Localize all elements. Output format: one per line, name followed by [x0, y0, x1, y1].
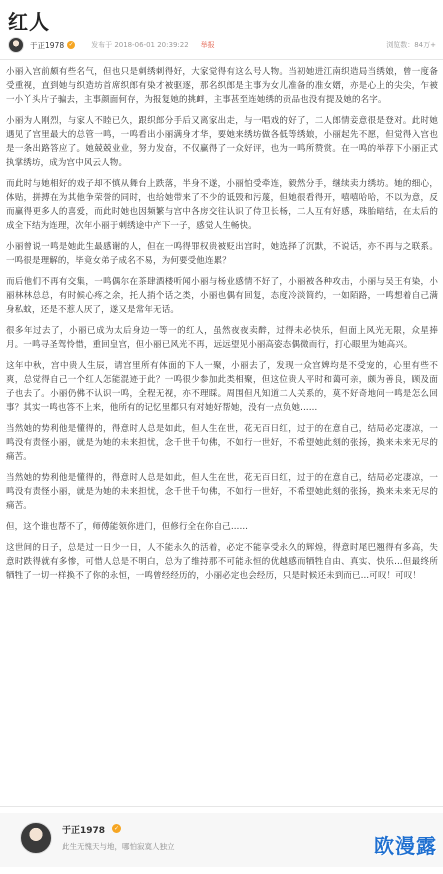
paragraph: 这世间的日子，总是过一日少一日，人不能永久的活着，必定不能享受永久的辉煌，得意时尾巴翘得有多高，失意时跌得就有多惨，可惜人总是不明白，总为了维持那不可能永恒的优越感而牺牲自由、真实、快乐…但最终所牺牲了一切一样换不了你的永恒，一鸣曾经经历的，小丽必定也会经历，只是时候还未到而已…可叹！可叹！ — [6, 543, 438, 581]
article-title: 红人 — [8, 10, 50, 34]
paragraph: 而此时与她相好的戏子却不慎从舞台上跌落，半身不遂，小丽怕受牵连，毅然分手，继续卖力绣坊。她的细心，体贴，拼搏在为其他争荣誉的同时，也给她带来了不少的诋毁和污蔑，但她很看得开，嘻嘻哈哈，不以为意，反而赢得更多人的喜爱，而此时她也因频繁与宫中各房交往认识了侍卫长杨，二人互有好感，珠胎暗结，在太后的成全下结为连理，次年小丽于刺绣途中产下一子，感觉人生畅快。 — [6, 179, 438, 231]
author-avatar[interactable] — [8, 37, 24, 53]
footer-divider — [0, 806, 443, 807]
report-link[interactable]: 举报 — [200, 41, 215, 49]
paragraph: 很多年过去了，小丽已成为太后身边一等一的红人，虽然夜夜卖醉，过得未必快乐，但面上风光无限，众星捧月。一鸣寻圣驾怜惜，重回皇宫，但小丽已风光不再，远远望见小丽高姿态偶微而行，打心眼里为她高兴。 — [6, 326, 438, 350]
author-card-avatar[interactable] — [20, 822, 52, 854]
paragraph: 小丽曾说一鸣是她此生最感谢的人，但在一鸣得罪权贵被贬出宫时，她选择了沉默，不说话，亦不再与之联系。一鸣很是理解的，毕竟女弟子成名不易，为何要受他连累？ — [6, 242, 438, 266]
paragraph: 当然她的势利他是懂得的，得意时人总是如此，但人生在世，花无百日红，过于的在意自己，结局必定凄凉，一鸣没有责怪小丽，就是为她的未来担忧，念千世千句佛，不如行一世好，不希望她此刻的张扬，换来未来无尽的痛苦。 — [6, 473, 438, 511]
paragraph: 而后他们不再有交集，一鸣偶尔在茶肆酒楼听闻小丽与杨业感情不好了，小丽被各种攻击，小丽与吴王有染，小丽林林总总，有时候心疼之余，托人捎个话之类，小丽也偶有回复，态度冷淡简约，一如陌路，一鸣想着自己满身私蚊，还是不惹人厌了，遂又是常年无话。 — [6, 277, 438, 315]
article-meta — [8, 36, 436, 54]
site-watermark: 欧漫露 — [374, 834, 437, 858]
header-divider — [0, 59, 443, 60]
author-card-name[interactable]: 于正1978 — [62, 826, 106, 836]
author-card-bio: 此生无愧天与地，哪怕寂寞人独立 — [62, 842, 175, 851]
view-count: 浏览数：84万+ — [386, 41, 436, 49]
verified-icon: ✓ — [68, 41, 74, 48]
author-card-verified-icon: ✓ — [113, 825, 120, 832]
publish-time: 发布于 2018-06-01 20:39:22 — [91, 41, 189, 49]
paragraph: 这年中秋，宫中贵人生辰，请宫里所有体面的下人一聚，小丽去了，发现一众宫婢均是不受宠的，心里有些不爽，总觉得自己一个红人怎能混迹于此？一鸣很少参加此类相聚，但这位贵人平时和蔼可亲，颇为善良，顾及面子也去了。小丽仍佛不认识一鸣，全程无视，亦不理睬。周围但凡知道二人关系的，莫不好奇地问一鸣是怎么回事？其实一鸣也答不上来，他所有的记忆里都只有对她好帮她，没有一点负她…… — [6, 361, 438, 413]
paragraph: 当然她的势利他是懂得的，得意时人总是如此，但人生在世，花无百日红，过于的在意自己，结局必定凄凉，一鸣没有责怪小丽，就是为她的未来担忧，念千世千句佛，不如行一世好，不希望她此刻的张扬，换来未来无尽的痛苦。 — [6, 424, 438, 462]
article-body — [6, 65, 438, 801]
paragraph: 小丽入宫前颇有些名气，但也只是刺绣刺得好，大家觉得有这么号人物。当初她进江南织造局当绣娘，曾一度备受重视，直到她与织造坊首席织郎有染才被驱逐，那名织郎是主事为女儿准备的准女婿，亦是心上的尖尖，乍被一小丫头片子骗去，主事颜面何存，为报复她的挑衅，主事甚至连她绣的贡品也没有提及她的名字。 — [6, 67, 438, 105]
paragraph: 小丽为人刚烈，与家人不睦已久，跟织郎分手后又离家出走，与一唱戏的好了，二人郎情妾意很是登对。此时她遇见了宫里最大的总管一鸣，一鸣看出小丽满身才华，要她来绣坊做各低等绣娘，小丽起先不愿，但觉得入宫也是一条出路答应了。她兢兢业业，努力发奋，不仅赢得了一众好评，也为一鸣所赞赏。在一鸣的举荐下小丽正式执掌绣坊，成为宫中风云人物。 — [6, 116, 438, 168]
author-name[interactable]: 于正1978 — [30, 40, 65, 50]
paragraph: 但，这个谁也帮不了，师傅能领你进门，但修行全在你自己…… — [6, 522, 249, 532]
author-card[interactable] — [0, 813, 443, 867]
